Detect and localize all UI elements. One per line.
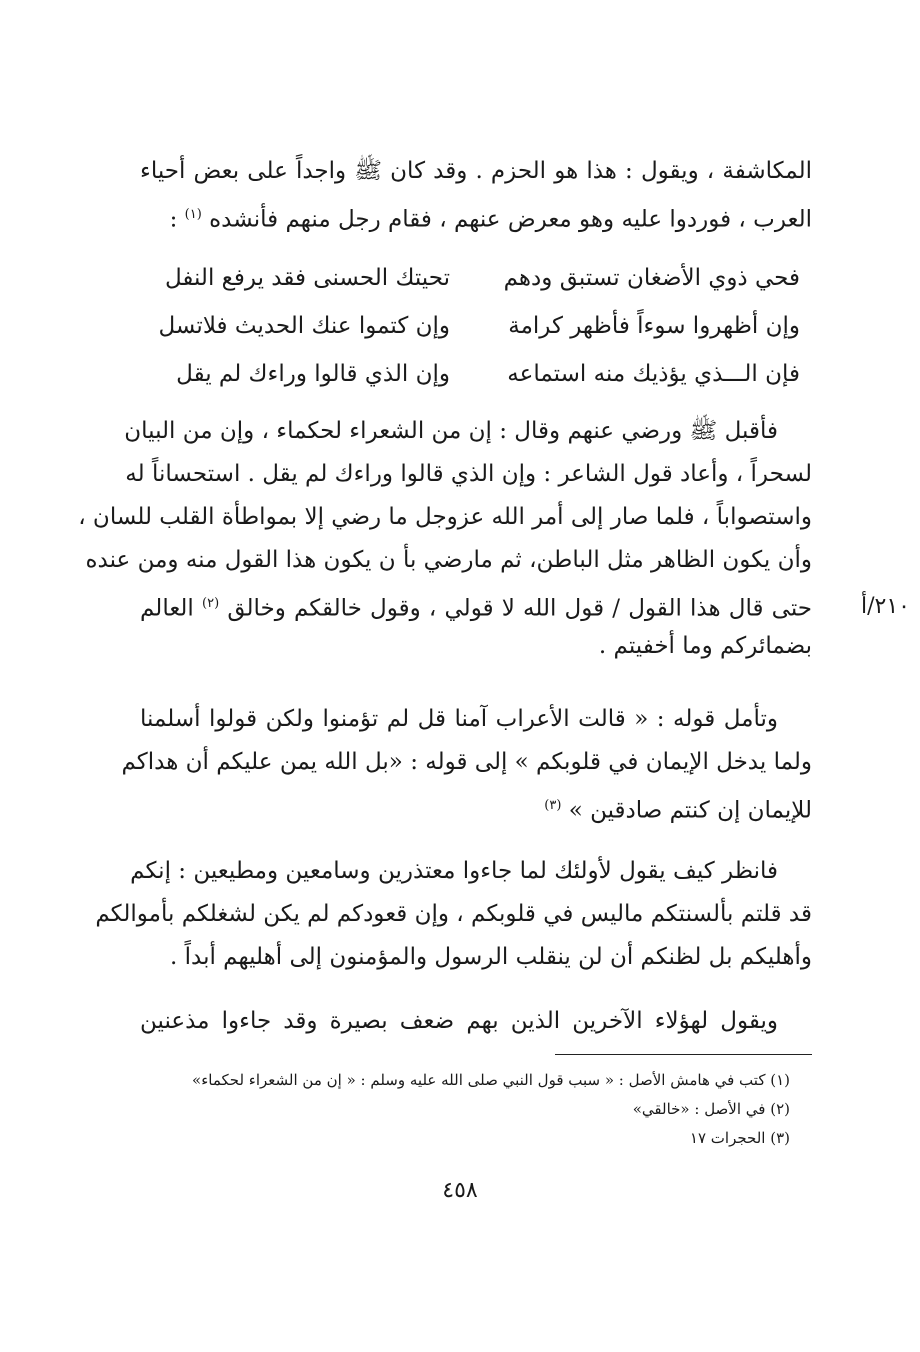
text-line: واستصواباً ، فلما صار إلى أمر الله عزوجل ما رضي إلا بمواطأة القلب للسان ، [78, 504, 812, 530]
text-line: فأقبل ﷺ ورضي عنهم وقال : إن من الشعراء لحكماء ، وإن من البيان [124, 418, 778, 444]
paragraph-3 [121, 698, 812, 827]
verse-line [160, 254, 800, 302]
text-line: وأن يكون الظاهر مثل الباطن، ثم مارضي بأ ن يكون هذا القول منه ومن عنده [85, 547, 812, 573]
text-line-content: العالم [140, 595, 194, 622]
text-line: فانظر كيف يقول لأولئك لما جاءوا معتذرين وسامعين ومطيعين : إنكم [130, 858, 778, 884]
footnotes [140, 1066, 790, 1153]
text-line: وتأمل قوله : « قالت الأعراب آمنا قل لم تؤمنوا ولكن قولوا أسلمنا [140, 706, 778, 732]
verse-line [160, 350, 800, 398]
verse-line [160, 302, 800, 350]
text-line [140, 193, 812, 236]
footnote-separator [555, 1054, 812, 1055]
text-line: بضمائركم وما أخفيتم . [598, 633, 812, 659]
text-line: لسحراً ، وأعاد قول الشاعر : وإن الذي قالوا وراءك لم يقل . استحساناً له [125, 461, 812, 487]
text-line: وأهليكم بل لظنكم أن لن ينقلب الرسول والمؤمنون إلى أهليهم أبداً . [169, 944, 812, 970]
verse-second-hemistich: وإن كتموا عنك الحديث فلاتسل [158, 313, 450, 339]
footnote: (١) كتب في هامش الأصل : « سبب قول النبي صلى الله عليه وسلم : « إن من الشعراء لحكماء» [192, 1071, 790, 1089]
verse-first-hemistich: وإن أظهروا سوءاً فأظهر كرامة [508, 313, 800, 339]
verse-first-hemistich: فحي ذوي الأضغان تستبق ودهم [503, 265, 800, 291]
text-line [140, 582, 812, 625]
verse-second-hemistich: وإن الذي قالوا وراءك لم يقل [176, 361, 450, 387]
margin-folio-note: ٢١٠/أ [861, 594, 910, 619]
footnote-ref: (٢) [202, 596, 220, 611]
footnote-ref: (١) [184, 207, 202, 222]
verse-first-hemistich: فإن الـــذي يؤذيك منه استماعه [507, 361, 800, 387]
footnote-ref: (٣) [544, 798, 562, 813]
page-number: ٤٥٨ [442, 1178, 478, 1203]
verse-second-hemistich: تحيتك الحسنى فقد يرفع النفل [164, 265, 450, 291]
footnote: (٢) في الأصل : «خالقي» [632, 1100, 790, 1118]
poem-verses [160, 254, 800, 398]
paragraph-2 [78, 410, 812, 668]
text-line: ولما يدخل الإيمان في قلوبكم » إلى قوله : «بل الله يمن عليكم أن هداكم [121, 749, 812, 775]
text-line [140, 784, 812, 827]
text-line-content: العرب ، فوردوا عليه وهو معرض عنهم ، فقام رجل منهم فأنشده [209, 206, 812, 233]
paragraph-4 [95, 850, 812, 979]
text-line: المكاشفة ، ويقول : هذا هو الحزم . وقد كان ﷺ واجداً على بعض أحياء [140, 158, 812, 184]
paragraph-5 [140, 1000, 812, 1043]
footnote: (٣) الحجرات ١٧ [689, 1129, 790, 1147]
text-line-content: للإيمان إن كنتم صادقين » [568, 797, 812, 824]
paragraph-1 [140, 150, 812, 236]
text-line-content: حتى قال هذا القول / قول الله لا قولي ، وقول خالقكم وخالق [227, 595, 812, 622]
text-line: قد قلتم بألسنتكم ماليس في قلوبكم ، وإن قعودكم لم يكن لشغلكم بأموالكم [95, 901, 812, 927]
text-line: ويقول لهؤلاء الآخرين الذين بهم ضعف بصيرة وقد جاءوا مذعنين [140, 1008, 778, 1034]
text-punct: : [169, 206, 178, 233]
